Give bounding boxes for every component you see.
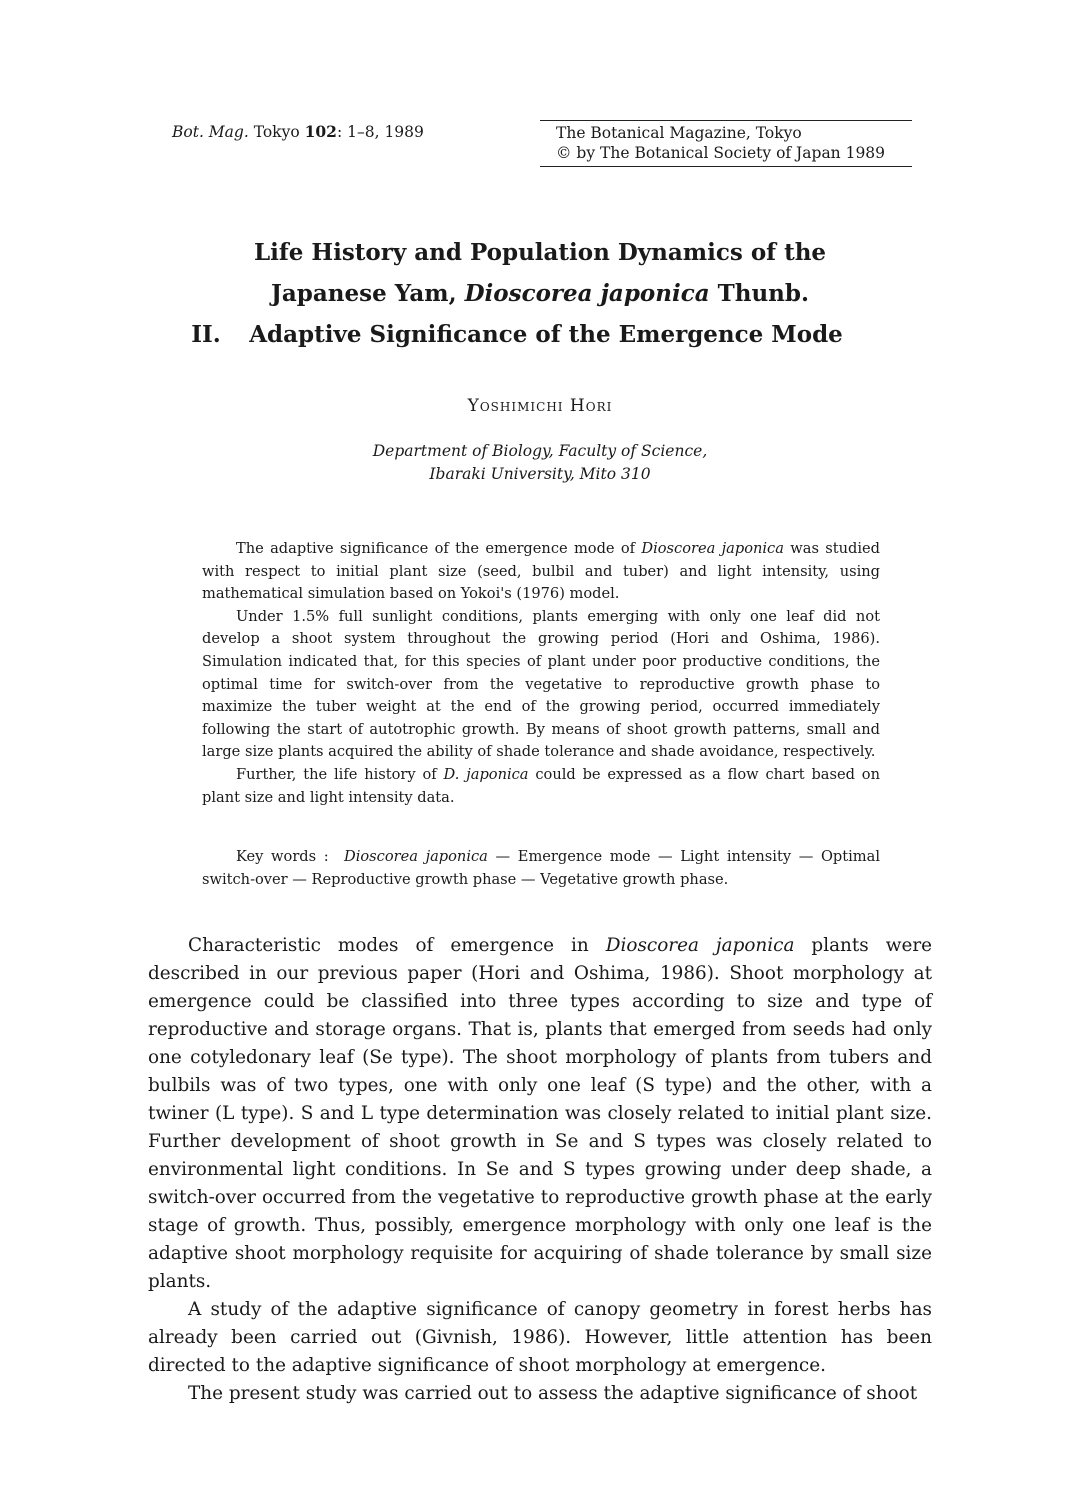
abstract-p1-species: Dioscorea japonica: [641, 540, 784, 557]
publisher-box: [540, 120, 912, 167]
body-p1-text-b: plants were described in our previous paper (Hori and Oshima, 1986). Shoot morphology at emergence could be classified into three types according to size and type of reproductive and storage organs. That is, plants that emerged from seeds had only one cotyledonary leaf (Se type). The shoot morphology of plants from tubers and bulbils was of two types, one with only one leaf (S type) and the other, with a twiner (L type). S and L type determination was closely related to initial plant size. Further development of shoot growth in Se and S types was closely related to environmental light conditions. In Se and S types growing under deep shade, a switch-over occurred from the vegetative to reproductive growth phase at the early stage of growth. Thus, possibly, emergence morphology with only one leaf is the adaptive shoot morphology requisite for acquiring of shade tolerance by small size plants.: [148, 935, 933, 1292]
abstract-p3-text-a: Further, the life history of: [236, 765, 444, 783]
abstract-paragraph-3: [202, 764, 880, 809]
title-part-number: II.: [191, 321, 221, 348]
affiliation: [0, 440, 1080, 486]
publisher-line-1: The Botanical Magazine, Tokyo: [556, 124, 802, 142]
title-line-2: [0, 273, 1080, 314]
title-line-1: Life History and Population Dynamics of the: [253, 239, 827, 266]
title-line-2-pre: Japanese Yam,: [271, 280, 465, 307]
abstract-p3-species: D. japonica: [443, 765, 529, 783]
abstract-p1-text-a: The adaptive significance of the emergence mode of: [236, 540, 642, 557]
journal-citation: [172, 122, 424, 141]
author-name: Yoshimichi Hori: [467, 396, 613, 416]
journal-city: Tokyo: [253, 123, 300, 141]
keywords-rest: — Emergence mode — Light intensity — Optimal switch-over — Reproductive growth phase — Vegetative growth phase.: [202, 848, 881, 888]
title-line-3: [0, 314, 1080, 355]
body-p1-species: Dioscorea japonica: [605, 935, 795, 956]
title-subtitle: Adaptive Significance of the Emergence Mode: [249, 321, 843, 348]
journal-pages: : 1–8, 1989: [336, 123, 424, 141]
abstract-p3-text-b: could be expressed as a flow chart based on plant size and light intensity data.: [202, 765, 880, 806]
keyword-species: Dioscorea japonica: [344, 848, 488, 865]
paper-title: [0, 232, 1080, 355]
body-paragraph-2: A study of the adaptive significance of canopy geometry in forest herbs has already been carried out (Givnish, 1986). However, little attention has been directed to the adaptive significance of shoot morphology at emergence.: [148, 1299, 932, 1376]
abstract: [202, 538, 880, 809]
abstract-paragraph-1: [202, 538, 880, 606]
body-paragraph-1: [148, 932, 932, 1296]
abstract-p1-text-b: was studied with respect to initial plant size (seed, bulbil and tuber) and light intensity, using mathematical simulation based on Yokoi's (1976) model.: [202, 540, 881, 603]
journal-volume: 102: [304, 122, 337, 141]
body-text: [148, 932, 932, 1408]
body-paragraph-3: The present study was carried out to assess the adaptive significance of shoot: [188, 1383, 918, 1404]
keywords-label: Key words :: [236, 848, 329, 865]
body-p1-text-a: Characteristic modes of emergence in: [188, 935, 606, 956]
title-line-2-post: Thunb.: [709, 280, 809, 307]
publisher-line-2: © by The Botanical Society of Japan 1989: [556, 144, 886, 162]
keywords: [202, 846, 880, 891]
affiliation-line-1: Department of Biology, Faculty of Science,: [372, 442, 708, 460]
affiliation-line-2: Ibaraki University, Mito 310: [429, 465, 651, 483]
title-species: Dioscorea japonica: [464, 280, 710, 307]
abstract-paragraph-2: Under 1.5% full sunlight conditions, plants emerging with only one leaf did not develop a shoot system throughout the growing period (Hori and Oshima, 1986). Simulation indicated that, for this species of plant under poor productive conditions, the optimal time for switch-over from the vegetative to reproductive growth phase to maximize the tuber weight at the end of the growing period, occurred immediately following the start of autotrophic growth. By means of shoot growth patterns, small and large size plants acquired the ability of shade tolerance and shade avoidance, respectively.: [202, 607, 880, 761]
journal-name: Bot. Mag.: [172, 123, 249, 141]
